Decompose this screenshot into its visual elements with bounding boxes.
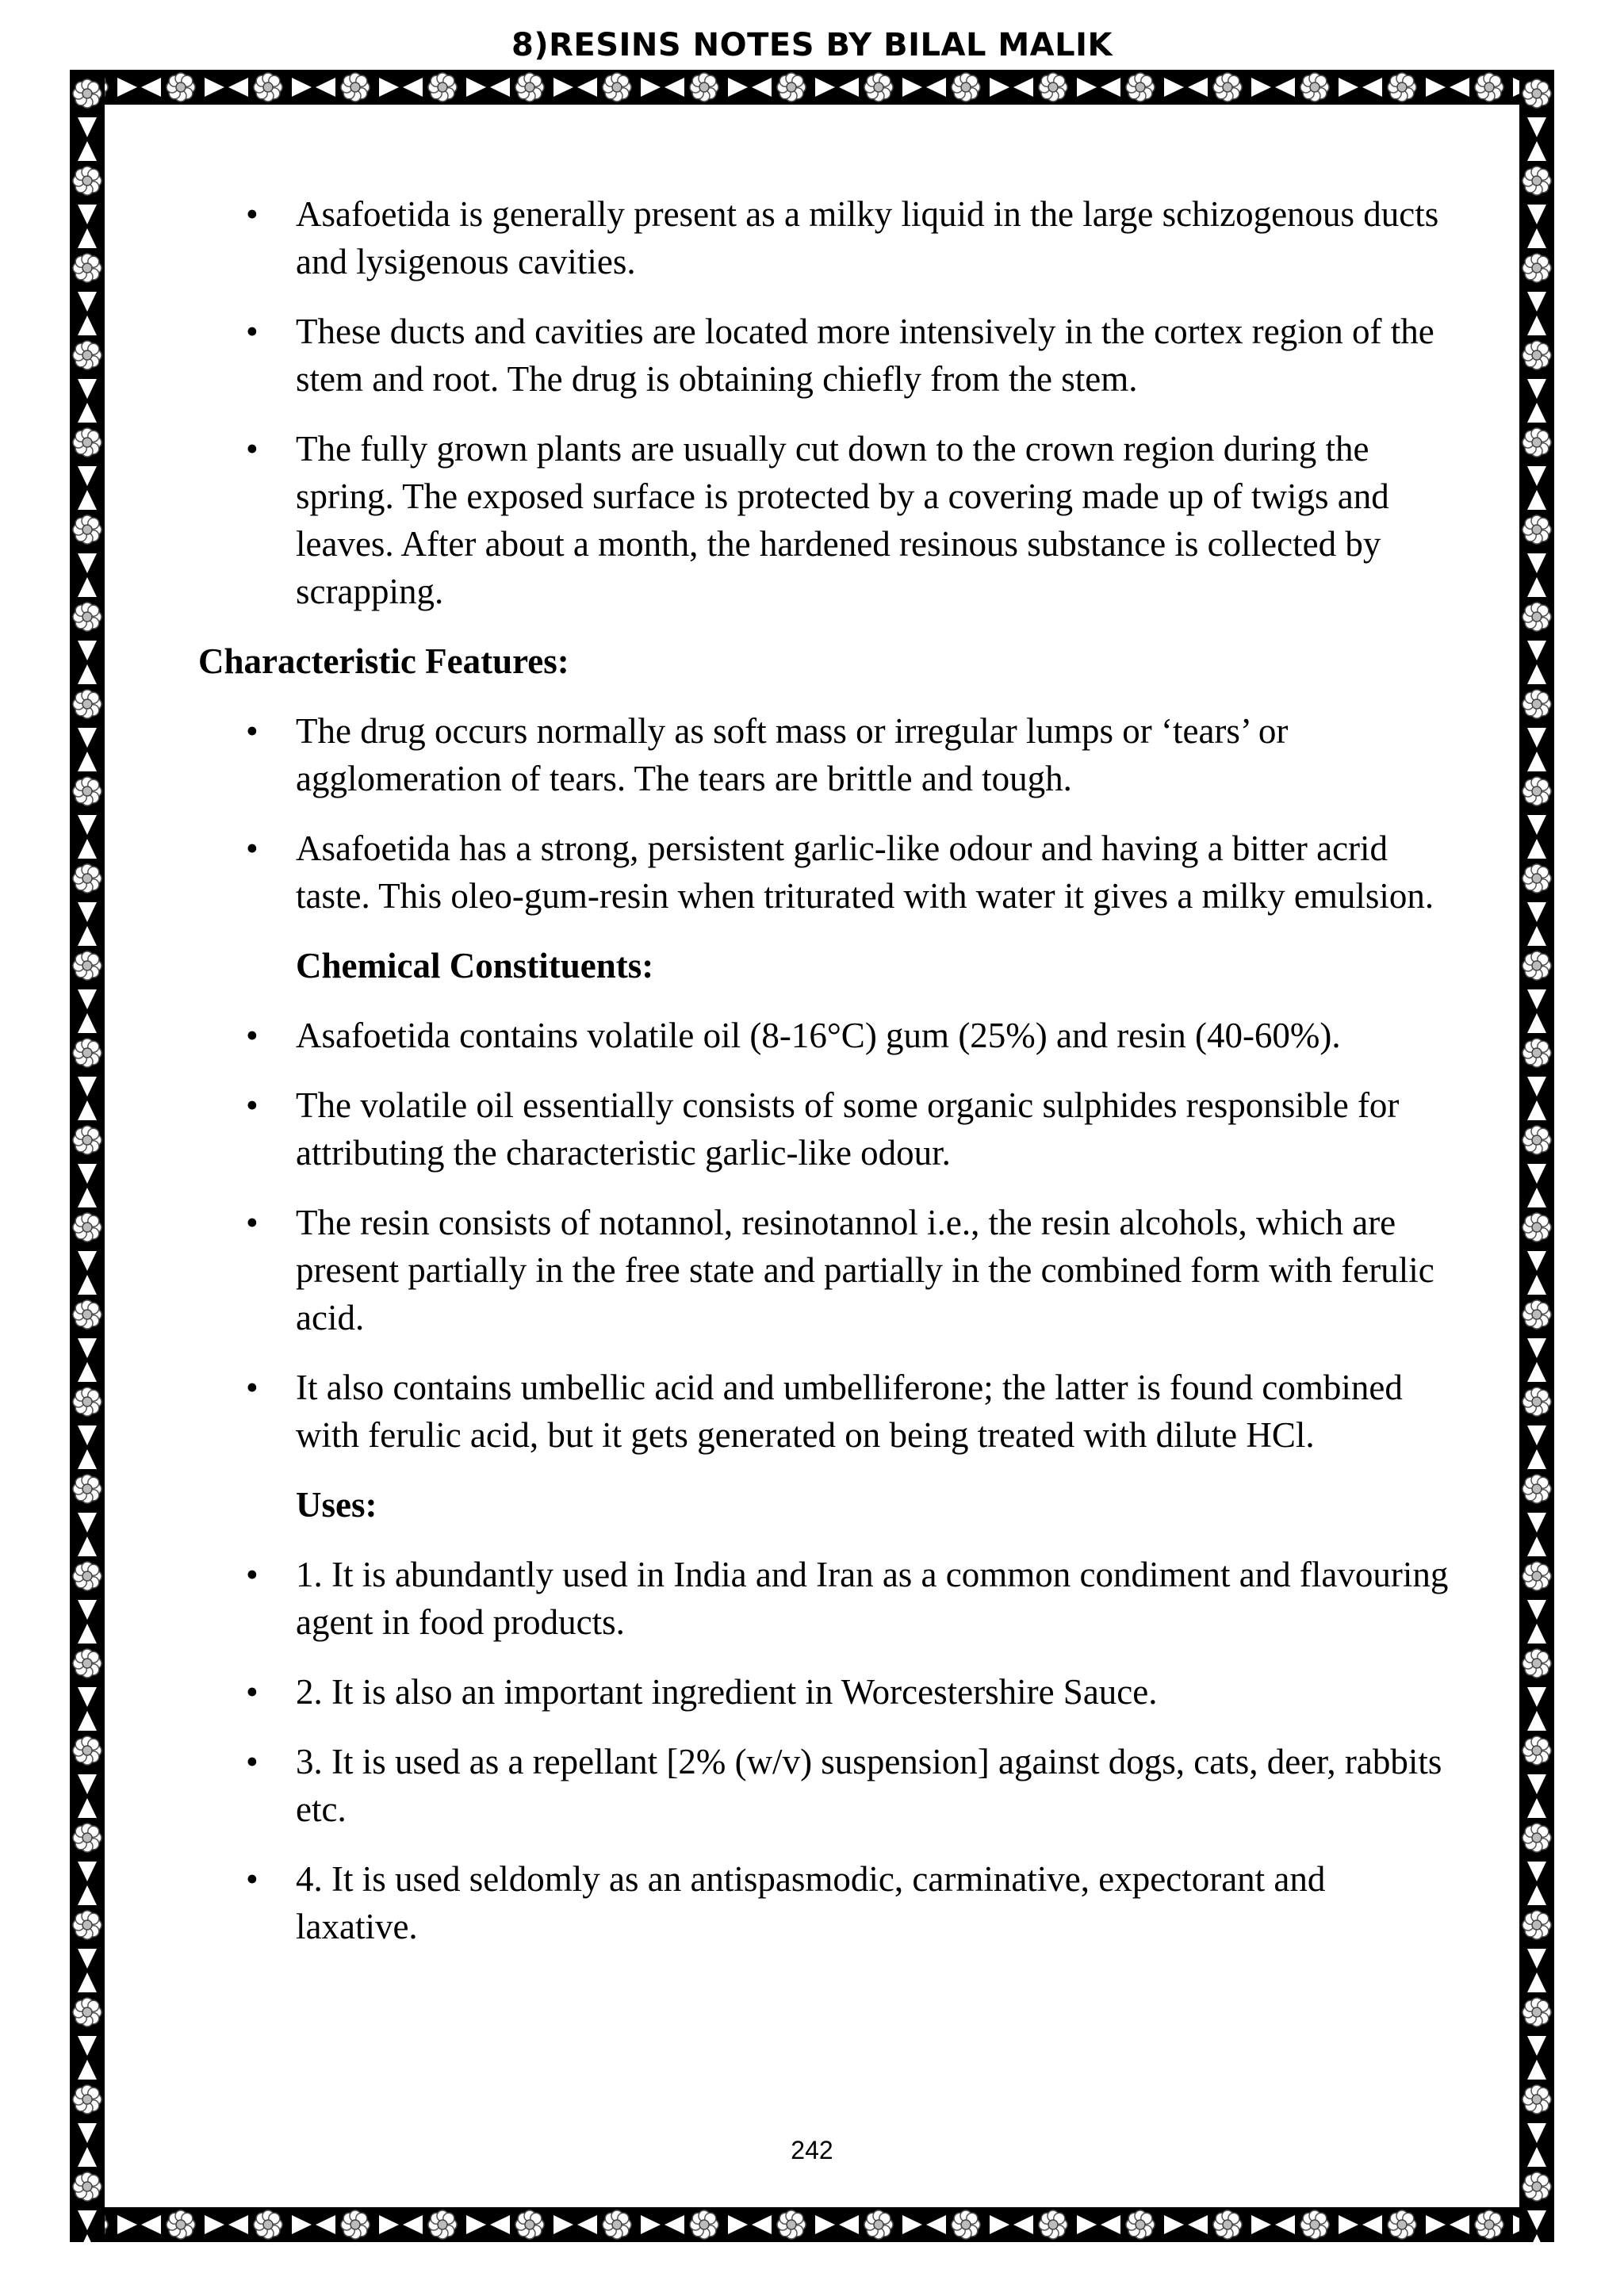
list-item: [198, 1199, 1451, 1341]
flower-ornament: [1522, 515, 1551, 544]
arrow-ornament: [1527, 1798, 1546, 1818]
flower-ornament: [1522, 1126, 1551, 1154]
arrow-ornament: [141, 78, 161, 97]
chemical-constituents-heading: Chemical Constituents:: [296, 946, 654, 985]
list-item: [198, 1551, 1451, 1646]
document-body: [198, 190, 1451, 1973]
flower-ornament: [428, 73, 457, 101]
arrow-ornament: [78, 1164, 97, 1184]
arrow-ornament: [1426, 78, 1446, 97]
arrow-ornament: [1527, 1449, 1546, 1469]
flower-ornament: [1388, 73, 1416, 101]
arrow-ornament: [1527, 839, 1546, 859]
bullet-dot: •: [246, 1555, 259, 1594]
flower-ornament: [73, 254, 102, 282]
arrow-ornament: [466, 78, 486, 97]
decorative-border-bottom: [70, 2207, 1554, 2242]
arrow-ornament: [728, 78, 748, 97]
flower-ornament: [73, 1126, 102, 1154]
flower-ornament: [73, 864, 102, 893]
arrow-ornament: [1527, 1338, 1546, 1358]
flower-ornament: [1522, 1213, 1551, 1242]
arrow-ornament: [78, 1536, 97, 1556]
arrow-ornament: [78, 117, 97, 137]
flower-ornament: [952, 2210, 980, 2239]
arrow-ornament: [1450, 2215, 1469, 2234]
flower-ornament: [1522, 1998, 1551, 2026]
arrow-ornament: [292, 78, 312, 97]
arrow-ornament: [1527, 1973, 1546, 1992]
flower-ornament: [254, 73, 282, 101]
flower-ornament: [73, 2172, 102, 2201]
bullet-dot: •: [246, 1859, 259, 1899]
arrow-ornament: [78, 1798, 97, 1818]
arrow-ornament: [78, 2234, 97, 2242]
arrow-ornament: [205, 78, 224, 97]
arrow-ornament: [1527, 926, 1546, 946]
arrow-ornament: [1527, 466, 1546, 486]
arrow-ornament: [78, 1449, 97, 1469]
arrow-ornament: [292, 2215, 312, 2234]
flower-ornament: [73, 603, 102, 631]
arrow-ornament: [78, 839, 97, 859]
arrow-ornament: [1527, 1774, 1546, 1794]
arrow-ornament: [78, 379, 97, 399]
arrow-ornament: [316, 78, 335, 97]
arrow-ornament: [379, 78, 399, 97]
arrow-ornament: [752, 2215, 772, 2234]
flower-ornament: [864, 73, 893, 101]
list-item-text: Asafoetida has a strong, persistent garlic-like odour and having a bitter acrid taste. This oleo-gum-resin when triturated with water it gives a milky emulsion.: [296, 828, 1434, 916]
bullet-dot: •: [246, 711, 259, 751]
arrow-ornament: [1527, 228, 1546, 248]
flower-ornament: [690, 2210, 718, 2239]
arrow-ornament: [78, 141, 97, 161]
flower-ornament: [341, 2210, 370, 2239]
arrow-ornament: [78, 1188, 97, 1207]
arrow-ornament: [78, 641, 97, 660]
arrow-ornament: [78, 1973, 97, 1992]
arrow-ornament: [990, 78, 1009, 97]
arrow-ornament: [78, 815, 97, 835]
flower-ornament: [73, 1998, 102, 2026]
list-item: [198, 1081, 1451, 1177]
arrow-ornament: [78, 316, 97, 335]
flower-ornament: [1522, 1736, 1551, 1765]
list-item: [198, 190, 1451, 285]
flower-ornament: [73, 1562, 102, 1590]
flower-ornament: [73, 1300, 102, 1329]
arrow-ornament: [1527, 752, 1546, 771]
flower-ornament: [603, 2210, 631, 2239]
arrow-ornament: [1077, 78, 1097, 97]
flower-ornament: [1300, 73, 1329, 101]
flower-ornament: [1522, 1475, 1551, 1503]
flower-ornament: [1522, 341, 1551, 369]
border-pattern: [70, 70, 1554, 105]
arrow-ornament: [665, 78, 684, 97]
flower-ornament: [73, 2085, 102, 2114]
flower-ornament: [1522, 951, 1551, 980]
arrow-ornament: [78, 490, 97, 510]
arrow-ornament: [1077, 2215, 1097, 2234]
flower-ornament: [167, 73, 195, 101]
flower-ornament: [73, 1475, 102, 1503]
arrow-ornament: [1013, 78, 1033, 97]
bullet-dot: •: [246, 1368, 259, 1407]
arrow-ornament: [553, 78, 573, 97]
flower-ornament: [1522, 603, 1551, 631]
arrow-ornament: [1426, 2215, 1446, 2234]
arrow-ornament: [641, 78, 661, 97]
arrow-ornament: [78, 1862, 97, 1881]
border-pattern: [70, 70, 105, 2242]
arrow-ornament: [78, 1425, 97, 1445]
arrow-ornament: [141, 2215, 161, 2234]
arrow-ornament: [1527, 141, 1546, 161]
arrow-ornament: [752, 78, 772, 97]
arrow-ornament: [1339, 2215, 1358, 2234]
flower-ornament: [1522, 1562, 1551, 1590]
arrow-ornament: [78, 228, 97, 248]
arrow-ornament: [78, 2036, 97, 2056]
arrow-ornament: [78, 902, 97, 922]
flower-ornament: [1522, 1823, 1551, 1852]
decorative-border-right: [1519, 70, 1554, 2242]
arrow-ornament: [78, 989, 97, 1009]
arrow-ornament: [1527, 316, 1546, 335]
bullet-dot: •: [246, 429, 259, 469]
flower-ornament: [1039, 2210, 1067, 2239]
flower-ornament: [1388, 2210, 1416, 2239]
decorative-border-top: [70, 70, 1554, 105]
arrow-ornament: [78, 466, 97, 486]
arrow-ornament: [1527, 1624, 1546, 1644]
arrow-ornament: [1527, 664, 1546, 684]
arrow-ornament: [466, 2215, 486, 2234]
flower-ornament: [777, 73, 806, 101]
flower-ornament: [603, 73, 631, 101]
arrow-ornament: [78, 2210, 97, 2230]
list-item: [198, 1364, 1451, 1459]
arrow-ornament: [1527, 902, 1546, 922]
flower-ornament: [1522, 1387, 1551, 1416]
arrow-ornament: [403, 78, 423, 97]
flower-ornament: [515, 73, 544, 101]
bullet-dot: •: [246, 312, 259, 351]
arrow-ornament: [403, 2215, 423, 2234]
flower-ornament: [777, 2210, 806, 2239]
arrow-ornament: [1527, 1251, 1546, 1271]
bullet-dot: •: [246, 1016, 259, 1055]
arrow-ornament: [1527, 1188, 1546, 1207]
arrow-ornament: [641, 2215, 661, 2234]
arrow-ornament: [379, 2215, 399, 2234]
arrow-ornament: [1275, 78, 1295, 97]
arrow-ornament: [78, 1600, 97, 1620]
arrow-ornament: [577, 2215, 597, 2234]
arrow-ornament: [78, 1362, 97, 1382]
arrow-ornament: [1527, 1885, 1546, 1905]
arrow-ornament: [1527, 1949, 1546, 1969]
arrow-ornament: [1527, 2210, 1546, 2230]
arrow-ornament: [117, 2215, 137, 2234]
bullet-dot: •: [246, 828, 259, 868]
flower-ornament: [73, 1213, 102, 1242]
flower-ornament: [1522, 777, 1551, 806]
arrow-ornament: [78, 664, 97, 684]
list-item: [198, 425, 1451, 615]
arrow-ornament: [1527, 1013, 1546, 1033]
arrow-ornament: [78, 1077, 97, 1096]
arrow-ornament: [1527, 403, 1546, 423]
arrow-ornament: [205, 2215, 224, 2234]
flower-ornament: [73, 428, 102, 457]
flower-ornament: [515, 2210, 544, 2239]
flower-ornament: [1522, 1039, 1551, 1067]
flower-ornament: [1039, 73, 1067, 101]
arrow-ornament: [902, 2215, 922, 2234]
flower-ornament: [1522, 1911, 1551, 1939]
flower-ornament: [1300, 2210, 1329, 2239]
border-pattern: [1519, 70, 1554, 2242]
arrow-ornament: [1164, 78, 1184, 97]
arrow-ornament: [1527, 117, 1546, 137]
arrow-ornament: [1527, 1077, 1546, 1096]
flower-ornament: [1522, 254, 1551, 282]
page-header-title: 8)RESINS NOTES BY BILAL MALIK: [511, 27, 1113, 63]
arrow-ornament: [1101, 78, 1120, 97]
arrow-ornament: [839, 78, 859, 97]
arrow-ornament: [228, 2215, 248, 2234]
list-item-text: The fully grown plants are usually cut down to the crown region during the spring. The exposed surface is protected by a covering made up of twigs and leaves. After about a month, the hardened resinous substance is collected by scrapping.: [296, 429, 1389, 611]
arrow-ornament: [78, 577, 97, 597]
arrow-ornament: [1362, 78, 1382, 97]
flower-ornament: [864, 2210, 893, 2239]
list-item: [198, 1668, 1451, 1716]
arrow-ornament: [1188, 2215, 1208, 2234]
arrow-ornament: [117, 78, 137, 97]
arrow-ornament: [553, 2215, 573, 2234]
arrow-ornament: [78, 1013, 97, 1033]
list-item-text: 4. It is used seldomly as an antispasmodic, carminative, expectorant and laxative.: [296, 1859, 1326, 1946]
flower-ornament: [1522, 2172, 1551, 2201]
arrow-ornament: [1188, 78, 1208, 97]
arrow-ornament: [316, 2215, 335, 2234]
flower-ornament: [1522, 1649, 1551, 1678]
arrow-ornament: [926, 78, 946, 97]
list-item: [198, 308, 1451, 403]
arrow-ornament: [1527, 1275, 1546, 1295]
flower-ornament: [73, 515, 102, 544]
arrow-ornament: [1251, 2215, 1271, 2234]
arrow-ornament: [926, 2215, 946, 2234]
arrow-ornament: [1527, 1862, 1546, 1881]
arrow-ornament: [1527, 2234, 1546, 2242]
arrow-ornament: [1527, 1513, 1546, 1533]
arrow-ornament: [78, 292, 97, 312]
list-item-text: 1. It is abundantly used in India and Iran as a common condiment and flavouring agent in food products.: [296, 1555, 1449, 1642]
bullet-dot: •: [246, 1742, 259, 1781]
arrow-ornament: [1013, 2215, 1033, 2234]
arrow-ornament: [78, 752, 97, 771]
flower-ornament: [1522, 864, 1551, 893]
arrow-ornament: [1527, 1100, 1546, 1120]
flower-ornament: [73, 1911, 102, 1939]
flower-ornament: [1522, 1300, 1551, 1329]
list-item-text: These ducts and cavities are located more intensively in the cortex region of the stem and root. The drug is obtaining chiefly from the stem.: [296, 312, 1434, 399]
arrow-ornament: [78, 1687, 97, 1707]
list-item-text: The drug occurs normally as soft mass or irregular lumps or ‘tears’ or agglomeration of tears. The tears are brittle and tough.: [296, 711, 1289, 798]
arrow-ornament: [1164, 2215, 1184, 2234]
flower-ornament: [73, 777, 102, 806]
list-item: [198, 825, 1451, 920]
bullet-dot: •: [246, 1203, 259, 1242]
arrow-ornament: [1527, 1164, 1546, 1184]
arrow-ornament: [577, 78, 597, 97]
arrow-ornament: [1101, 2215, 1120, 2234]
arrow-ornament: [1251, 78, 1271, 97]
arrow-ornament: [1362, 2215, 1382, 2234]
border-pattern: [70, 2207, 1554, 2242]
arrow-ornament: [1527, 379, 1546, 399]
arrow-ornament: [815, 78, 835, 97]
arrow-ornament: [490, 78, 510, 97]
flower-ornament: [1213, 2210, 1242, 2239]
flower-ornament: [73, 1387, 102, 1416]
arrow-ornament: [78, 1711, 97, 1731]
bullet-dot: •: [246, 194, 259, 234]
flower-ornament: [1522, 428, 1551, 457]
flower-ornament: [1213, 73, 1242, 101]
arrow-ornament: [78, 205, 97, 224]
arrow-ornament: [1527, 2060, 1546, 2080]
arrow-ornament: [902, 78, 922, 97]
arrow-ornament: [665, 2215, 684, 2234]
arrow-ornament: [839, 2215, 859, 2234]
arrow-ornament: [990, 2215, 1009, 2234]
arrow-ornament: [1527, 2036, 1546, 2056]
arrow-ornament: [1275, 2215, 1295, 2234]
arrow-ornament: [1527, 1687, 1546, 1707]
arrow-ornament: [78, 1251, 97, 1271]
flower-ornament: [690, 73, 718, 101]
list-item-text: Asafoetida contains volatile oil (8-16°C) gum (25%) and resin (40-60%).: [296, 1016, 1341, 1055]
arrow-ornament: [1450, 78, 1469, 97]
flower-ornament: [1475, 2210, 1503, 2239]
arrow-ornament: [1527, 1425, 1546, 1445]
arrow-ornament: [1527, 1711, 1546, 1731]
flower-ornament: [73, 1039, 102, 1067]
bullet-dot: •: [246, 1085, 259, 1125]
list-item-text: 2. It is also an important ingredient in Worcestershire Sauce.: [296, 1672, 1158, 1712]
flower-ornament: [73, 166, 102, 195]
arrow-ornament: [1527, 641, 1546, 660]
list-item-text: The resin consists of notannol, resinotannol i.e., the resin alcohols, which are present partially in the free state and partially in the combined form with ferulic acid.: [296, 1203, 1434, 1337]
flower-ornament: [73, 79, 102, 108]
arrow-ornament: [78, 1774, 97, 1794]
arrow-ornament: [1527, 490, 1546, 510]
flower-ornament: [73, 1736, 102, 1765]
arrow-ornament: [78, 1949, 97, 1969]
arrow-ornament: [1527, 577, 1546, 597]
flower-ornament: [428, 2210, 457, 2239]
list-item: [198, 707, 1451, 802]
arrow-ornament: [1527, 1362, 1546, 1382]
arrow-ornament: [78, 926, 97, 946]
flower-ornament: [1522, 690, 1551, 718]
decorative-border-left: [70, 70, 105, 2242]
arrow-ornament: [78, 1513, 97, 1533]
arrow-ornament: [78, 728, 97, 748]
arrow-ornament: [1527, 553, 1546, 573]
uses-heading: Uses:: [296, 1485, 377, 1525]
bullet-dot: •: [246, 1672, 259, 1712]
flower-ornament: [1522, 79, 1551, 108]
arrow-ornament: [1527, 989, 1546, 1009]
list-item: [198, 1855, 1451, 1950]
arrow-ornament: [78, 1885, 97, 1905]
arrow-ornament: [1339, 78, 1358, 97]
flower-ornament: [1522, 166, 1551, 195]
flower-ornament: [1126, 73, 1155, 101]
arrow-ornament: [728, 2215, 748, 2234]
arrow-ornament: [1527, 728, 1546, 748]
list-item: [198, 1738, 1451, 1833]
list-item-text: Asafoetida is generally present as a milky liquid in the large schizogenous ducts and lysigenous cavities.: [296, 194, 1439, 281]
flower-ornament: [73, 690, 102, 718]
arrow-ornament: [1527, 815, 1546, 835]
arrow-ornament: [1527, 1600, 1546, 1620]
list-item-text: 3. It is used as a repellant [2% (w/v) suspension] against dogs, cats, deer, rabbits etc.: [296, 1742, 1442, 1829]
flower-ornament: [73, 1649, 102, 1678]
page-number: 242: [791, 2136, 833, 2164]
arrow-ornament: [78, 2060, 97, 2080]
arrow-ornament: [228, 78, 248, 97]
arrow-ornament: [78, 553, 97, 573]
list-item-text: The volatile oil essentially consists of some organic sulphides responsible for attributing the characteristic garlic-like odour.: [296, 1085, 1400, 1173]
flower-ornament: [73, 1823, 102, 1852]
flower-ornament: [1126, 2210, 1155, 2239]
flower-ornament: [341, 73, 370, 101]
arrow-ornament: [78, 403, 97, 423]
arrow-ornament: [1527, 292, 1546, 312]
arrow-ornament: [78, 1100, 97, 1120]
arrow-ornament: [490, 2215, 510, 2234]
flower-ornament: [1522, 2085, 1551, 2114]
flower-ornament: [952, 73, 980, 101]
arrow-ornament: [78, 1624, 97, 1644]
flower-ornament: [73, 951, 102, 980]
list-item-text: It also contains umbellic acid and umbelliferone; the latter is found combined with ferulic acid, but it gets generated on being treated with dilute HCl.: [296, 1368, 1403, 1455]
arrow-ornament: [78, 1275, 97, 1295]
flower-ornament: [254, 2210, 282, 2239]
flower-ornament: [73, 341, 102, 369]
arrow-ornament: [1527, 205, 1546, 224]
arrow-ornament: [78, 1338, 97, 1358]
flower-ornament: [167, 2210, 195, 2239]
arrow-ornament: [1527, 1536, 1546, 1556]
list-item: [198, 1012, 1451, 1059]
characteristic-features-heading: Characteristic Features:: [198, 641, 569, 681]
flower-ornament: [1475, 73, 1503, 101]
arrow-ornament: [815, 2215, 835, 2234]
